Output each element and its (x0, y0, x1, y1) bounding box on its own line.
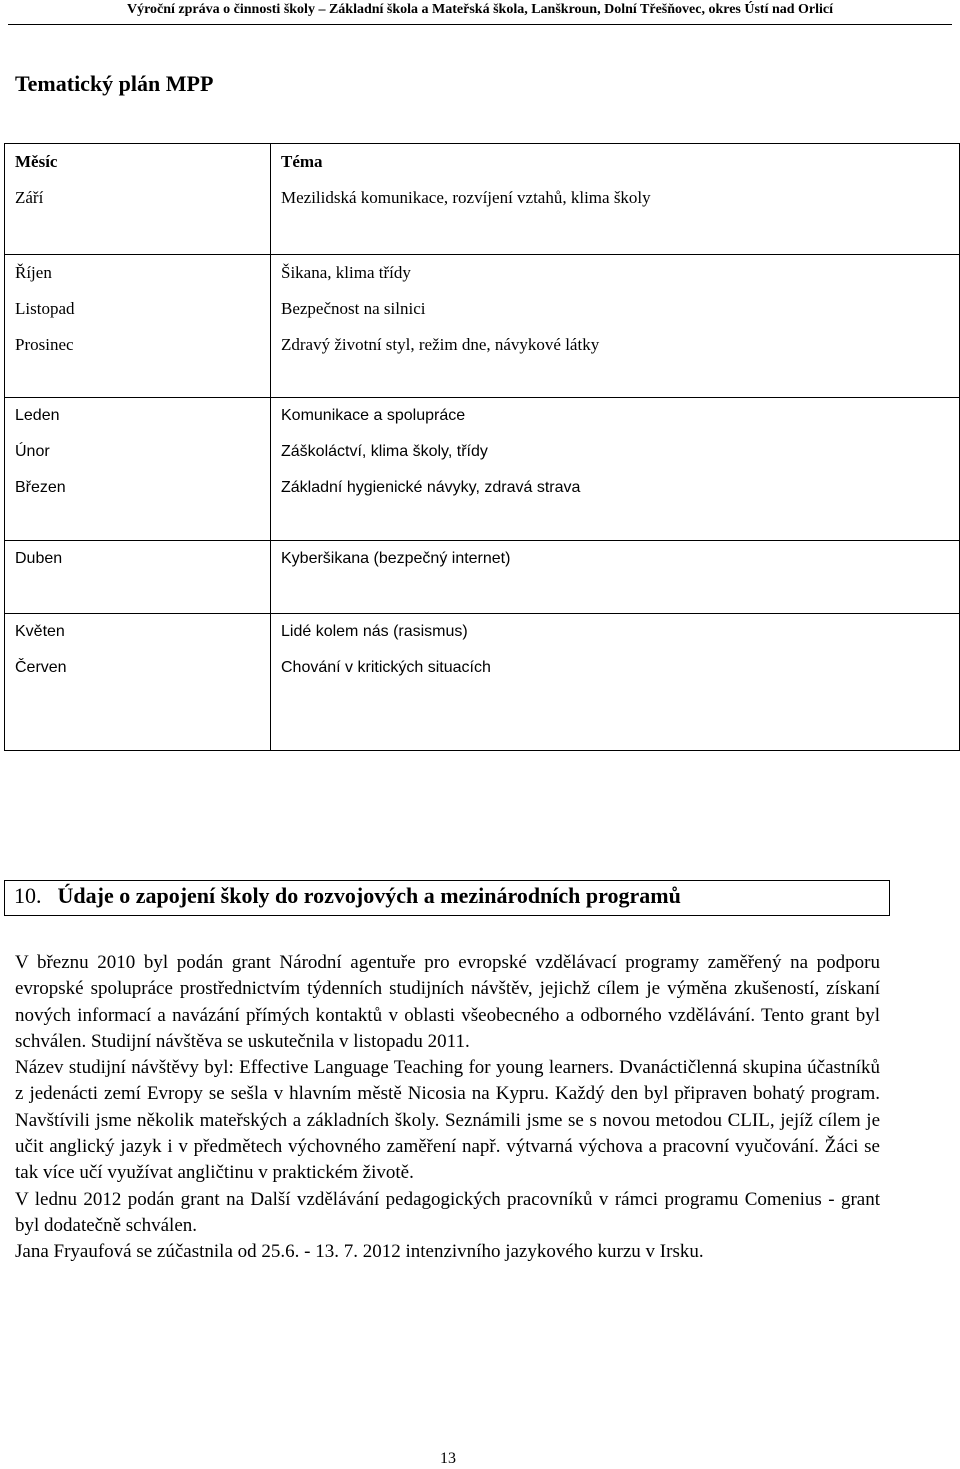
table-row (5, 144, 960, 255)
month: Říjen (15, 263, 52, 282)
table-cell (5, 541, 271, 614)
plan-title: Tematický plán MPP (15, 71, 214, 96)
paragraph: Název studijní návštěvy byl: Effective Language Teaching for young learners. Dvanáctičlenná skupina účastníků z jedenácti zemí Evropy se sešla v hlavním městě Nicosia na Kypru. Každý den byl připraven bohatý program. Navštívili jsme několik mateřských a základních školy. Seznámili jsme se s novou metodou CLIL, jejíž cílem je učit anglický jazyk i v předmětech výchovného zaměření např. výtvarná výchova a pracovní vyučování. Žáci se tak více učí využívat angličtinu v praktickém životě. (15, 1057, 880, 1184)
month: Prosinec (15, 335, 74, 354)
section-title: Údaje o zapojení školy do rozvojových a mezinárodních programů (57, 883, 681, 908)
table-row (5, 255, 960, 398)
month: Leden (15, 407, 60, 424)
page-number: 13 (440, 1450, 456, 1467)
topic: Bezpečnost na silnici (281, 299, 426, 318)
page-header: Výroční zpráva o činnosti školy – Základní škola a Mateřská škola, Lanškroun, Dolní Třešňovec, okres Ústí nad Orlicí (126, 2, 834, 17)
table-cell (5, 398, 271, 541)
topic: Záškoláctví, klima školy, třídy (281, 443, 488, 460)
table-row (5, 398, 960, 541)
table-row (5, 541, 960, 614)
table-cell (5, 144, 271, 255)
paragraph: V lednu 2012 podán grant na Další vzdělávání pedagogických pracovníků v rámci programu Comenius - grant byl dodatečně schválen. (15, 1188, 880, 1236)
table-cell (5, 255, 271, 398)
column-header-month: Měsíc (15, 152, 58, 171)
table-cell (271, 144, 960, 255)
table-cell (271, 541, 960, 614)
month: Květen (15, 623, 65, 640)
section-heading (14, 883, 681, 909)
month: Listopad (15, 299, 75, 318)
topic: Zdravý životní styl, režim dne, návykové látky (281, 335, 600, 354)
topic: Šikana, klima třídy (281, 263, 411, 282)
topic: Kyberšikana (bezpečný internet) (281, 550, 511, 567)
table-cell (271, 398, 960, 541)
section-body (15, 950, 880, 1266)
header-divider (8, 24, 952, 25)
table-cell (271, 255, 960, 398)
month: Únor (15, 443, 50, 460)
topic: Komunikace a spolupráce (281, 407, 466, 424)
table-cell (271, 614, 960, 751)
month: Červen (15, 659, 67, 676)
topic: Základní hygienické návyky, zdravá strava (281, 479, 581, 496)
month: Březen (15, 479, 66, 496)
topic: Lidé kolem nás (rasismus) (281, 623, 468, 640)
paragraph: Jana Fryaufová se zúčastnila od 25.6. - 13. 7. 2012 intenzivního jazykového kurzu v Irsku. (15, 1241, 704, 1263)
table-cell (5, 614, 271, 751)
table-row (5, 614, 960, 751)
paragraph: V březnu 2010 byl podán grant Národní agentuře pro evropské vzdělávací programy zaměřený na podporu evropské spolupráce prostřednictvím týdenních studijních návštěv, jejichž cílem je výměna zkušeností, získaní nových informací a navázání přímých kontaktů v oblasti všeobecného a odborného vzdělávání. Tento grant byl schválen. Studijní návštěva se uskutečnila v listopadu 2011. (15, 952, 880, 1052)
section-number: 10. (14, 883, 42, 908)
topic: Chování v kritických situacích (281, 659, 491, 676)
column-header-topic: Téma (281, 152, 323, 171)
month: Duben (15, 550, 63, 567)
month: Září (15, 188, 44, 207)
topic: Mezilidská komunikace, rozvíjení vztahů, klima školy (281, 188, 651, 207)
theme-plan-table (4, 143, 960, 751)
